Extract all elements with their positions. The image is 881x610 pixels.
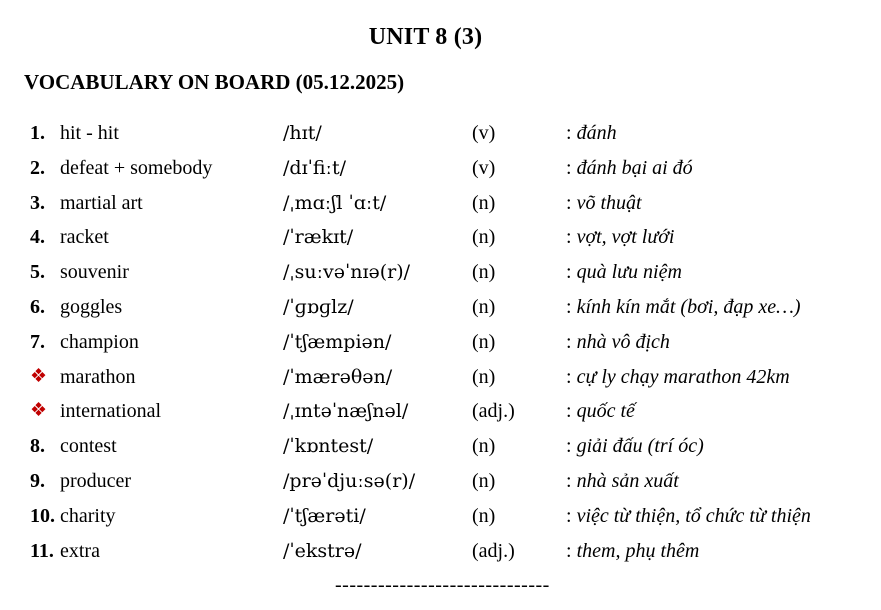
vocab-pronunciation: /ˌsuːvəˈnɪə(r)/ [283,261,411,284]
vocab-row [0,151,881,186]
vocab-pronunciation: /dɪˈfiːt/ [283,156,346,179]
vocab-word: contest [60,435,117,458]
item-number: 7. [30,330,45,353]
vocab-row [0,255,881,290]
meaning-colon: : [566,330,577,353]
vocab-word: souvenir [60,261,129,284]
vocab-row [0,464,881,499]
vocab-meaning-wrap [566,464,679,499]
meaning-colon: : [566,400,577,423]
meaning-colon: : [566,504,577,527]
vocab-word: marathon [60,365,136,388]
vocab-meaning-wrap [566,151,693,186]
vocab-part-of-speech: (v) [472,122,496,144]
vocab-word: goggles [60,295,123,318]
vocab-row [0,429,881,464]
vocab-pronunciation: /prəˈdjuːsə(r)/ [283,469,416,492]
vocab-part-of-speech: (adj.) [472,539,515,562]
vocab-pronunciation: /ˈɡɒɡlz/ [283,295,354,318]
vocab-part-of-speech: (n) [472,469,496,492]
vocab-meaning-wrap [566,325,670,360]
vocab-row [0,394,881,429]
vocab-part-of-speech: (n) [472,261,496,284]
vocab-part-of-speech: (n) [472,226,496,249]
meaning-colon: : [566,122,577,144]
item-number: 8. [30,435,45,458]
vocab-meaning-wrap [566,499,811,534]
vocab-pronunciation: /hɪt/ [283,122,322,144]
vocab-pronunciation: /ˈekstrə/ [283,539,362,562]
vocab-word: racket [60,226,109,249]
vocab-word: champion [60,330,139,353]
vocab-part-of-speech: (n) [472,504,496,527]
vocab-meaning: cự ly chạy marathon 42km [576,365,790,388]
vocab-pronunciation: /ˈkɒntest/ [283,435,374,458]
diamond-bullet-icon: ❖ [30,365,48,387]
item-number: 11. [30,539,54,562]
vocab-meaning: nhà vô địch [576,330,670,353]
vocab-part-of-speech: (n) [472,365,496,388]
vocab-part-of-speech: (n) [472,191,496,214]
vocab-meaning-wrap [566,290,801,325]
meaning-colon: : [566,469,577,492]
vocab-word: defeat + somebody [60,156,213,179]
vocab-word: extra [60,539,100,562]
meaning-colon: : [566,365,577,388]
meaning-colon: : [566,191,577,214]
vocab-part-of-speech: (n) [472,330,496,353]
vocab-part-of-speech: (adj.) [472,400,515,423]
divider: ------------------------------ [335,574,550,596]
vocab-meaning: them, phụ thêm [576,539,700,562]
vocab-row [0,220,881,255]
vocab-meaning: đánh [576,122,617,144]
vocab-part-of-speech: (v) [472,156,496,179]
vocab-meaning: quà lưu niệm [576,261,682,284]
vocab-meaning-wrap [566,186,642,221]
vocab-meaning-wrap [566,116,617,151]
vocab-row [0,534,881,569]
item-number: 1. [30,122,45,144]
vocab-meaning: nhà sản xuất [576,469,679,492]
diamond-bullet-icon: ❖ [30,400,48,422]
vocab-meaning-wrap [566,534,699,569]
vocab-meaning: giải đấu (trí óc) [576,435,704,458]
vocab-meaning-wrap [566,220,674,255]
meaning-colon: : [566,226,577,249]
meaning-colon: : [566,539,577,562]
page-subtitle: VOCABULARY ON BOARD (05.12.2025) [24,70,405,94]
vocabulary-list [0,116,881,568]
meaning-colon: : [566,156,577,179]
vocab-row [0,116,881,151]
vocab-meaning: võ thuật [576,191,642,214]
meaning-colon: : [566,295,577,318]
item-number: 3. [30,191,45,214]
vocab-pronunciation: /ˈtʃærəti/ [283,504,366,527]
item-number: 5. [30,261,45,284]
vocab-word: producer [60,469,132,492]
item-number: 2. [30,156,45,179]
vocab-row [0,325,881,360]
vocab-row [0,360,881,395]
item-number: 6. [30,295,45,318]
vocab-word: martial art [60,191,143,214]
vocab-meaning-wrap [566,394,635,429]
vocab-meaning: vợt, vợt lưới [576,226,675,249]
vocab-word: international [60,400,162,423]
item-number: 4. [30,226,45,249]
meaning-colon: : [566,261,577,284]
vocab-meaning: việc từ thiện, tổ chức từ thiện [576,504,811,527]
item-number: 10. [30,504,55,527]
vocab-meaning: kính kín mắt (bơi, đạp xe…) [576,295,801,318]
vocab-pronunciation: /ˌmɑːʃl ˈɑːt/ [283,191,387,214]
vocab-pronunciation: /ˈtʃæmpiən/ [283,330,392,353]
vocab-meaning: đánh bại ai đó [576,156,693,179]
vocab-row [0,186,881,221]
vocab-meaning-wrap [566,429,704,464]
vocab-part-of-speech: (n) [472,435,496,458]
vocab-meaning-wrap [566,255,682,290]
page-title: UNIT 8 (3) [368,24,483,50]
vocab-word: charity [60,504,116,527]
vocab-row [0,499,881,534]
vocab-word: hit - hit [60,122,119,144]
vocab-part-of-speech: (n) [472,295,496,318]
vocab-meaning-wrap [566,360,790,395]
vocab-pronunciation: /ˈrækɪt/ [283,226,354,249]
vocab-meaning: quốc tế [576,400,635,423]
vocab-row [0,290,881,325]
meaning-colon: : [566,435,577,458]
vocab-pronunciation: /ˈmærəθən/ [283,365,393,388]
item-number: 9. [30,469,45,492]
vocab-pronunciation: /ˌɪntəˈnæʃnəl/ [283,400,409,423]
